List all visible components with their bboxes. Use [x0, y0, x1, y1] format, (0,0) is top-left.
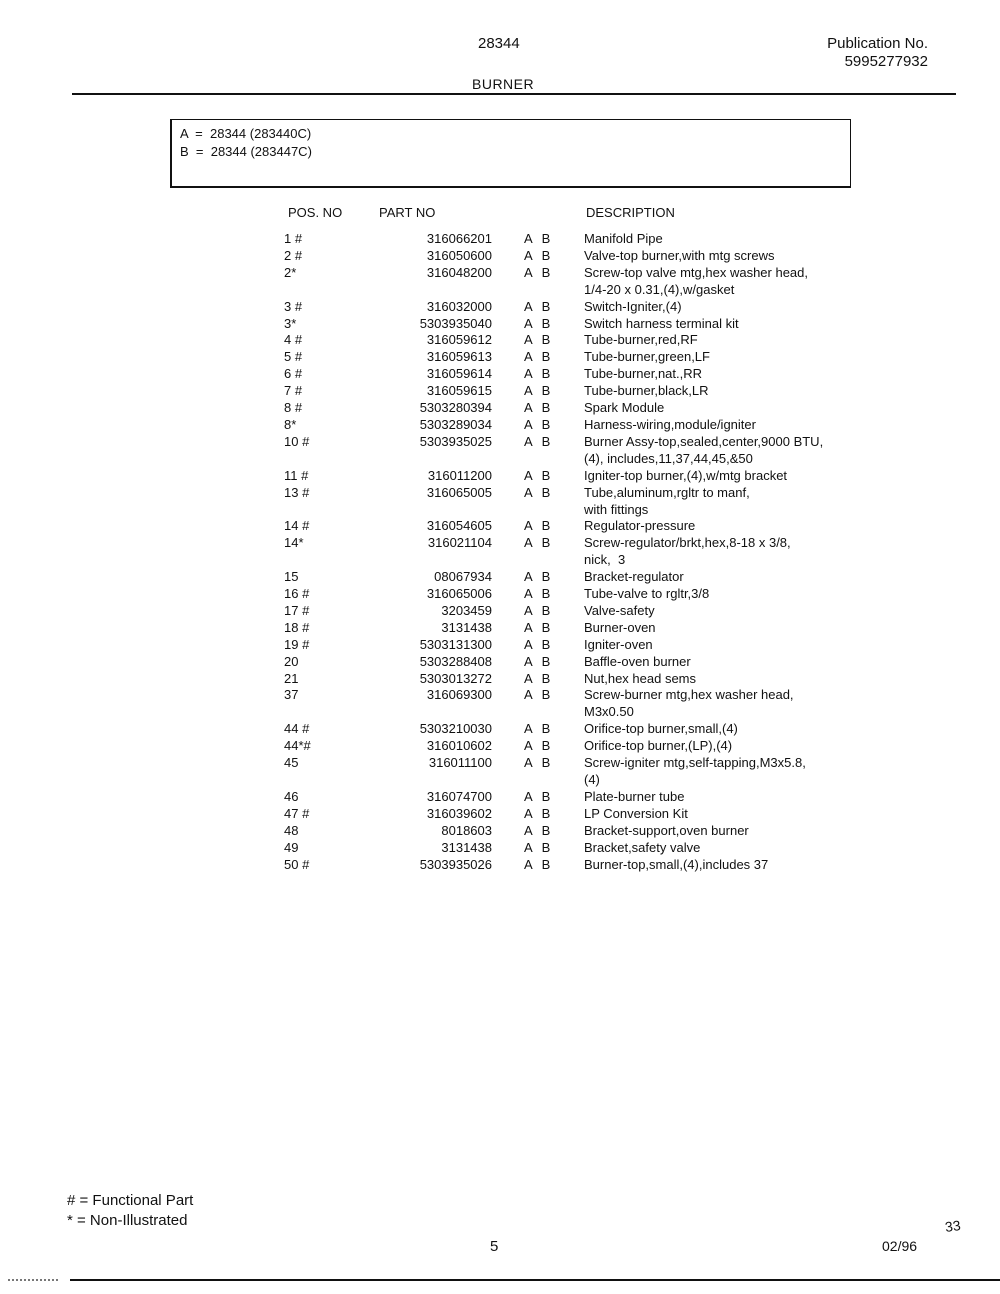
table-row	[0, 265, 1000, 299]
part-number-cell: 316011200	[427, 467, 492, 483]
table-row	[0, 332, 1000, 349]
handwritten-mark: 33	[943, 1216, 962, 1236]
pos-cell: 5 #	[284, 349, 303, 365]
part-number-cell: 5303288408	[419, 653, 492, 669]
column-header-description: DESCRIPTION	[586, 205, 675, 220]
model-codes-cell: A B	[524, 416, 551, 432]
pos-cell: 21	[284, 670, 299, 686]
section-title: BURNER	[472, 76, 535, 92]
table-row	[0, 687, 1000, 721]
description-cell: Screw-regulator/brkt,hex,8-18 x 3/8, nick, 3	[584, 535, 791, 568]
pos-cell: 48	[284, 822, 299, 838]
pos-cell: 8 #	[284, 400, 303, 416]
table-row	[0, 316, 1000, 333]
description-cell: Bracket,safety valve	[584, 839, 701, 855]
pos-cell: 14*	[284, 535, 304, 551]
pos-cell: 13 #	[284, 484, 310, 500]
part-number-cell: 08067934	[434, 569, 492, 585]
description-cell: Igniter-oven	[584, 636, 653, 652]
part-number-cell: 3131438	[441, 619, 492, 635]
part-number-cell: 3131438	[441, 839, 492, 855]
description-cell: Tube-burner,red,RF	[584, 332, 698, 348]
part-number-cell: 8018603	[441, 822, 492, 838]
part-number-cell: 316021104	[427, 535, 492, 551]
description-cell: Tube-valve to rgltr,3/8	[584, 586, 710, 602]
model-codes-cell: A B	[524, 856, 551, 872]
part-number-cell: 316069300	[426, 687, 492, 703]
part-number-cell: 5303935026	[419, 856, 492, 872]
part-number-cell: 316066201	[426, 231, 492, 246]
footer-dotted-mark	[8, 1279, 58, 1281]
table-row	[0, 366, 1000, 383]
model-codes-cell: A B	[524, 653, 551, 669]
pos-cell: 37	[284, 687, 299, 703]
part-number-cell: 3203459	[441, 602, 492, 618]
table-row	[0, 620, 1000, 637]
model-codes-cell: A B	[524, 721, 551, 737]
description-cell: Regulator-pressure	[584, 518, 696, 534]
part-number-cell: 316054605	[426, 518, 492, 534]
model-codes-cell: A B	[524, 805, 551, 821]
description-cell: Nut,hex head sems	[584, 670, 697, 686]
pos-cell: 2*	[284, 264, 297, 280]
model-codes-cell: A B	[524, 518, 551, 534]
publication-block	[800, 35, 928, 71]
part-number-cell: 316059614	[426, 366, 492, 382]
pos-cell: 47 #	[284, 805, 310, 821]
description-cell: Switch harness terminal kit	[584, 315, 739, 331]
description-cell: Bracket-regulator	[584, 569, 684, 585]
model-codes-cell: A B	[524, 738, 551, 754]
part-number-cell: 316074700	[426, 788, 492, 804]
pos-cell: 44 #	[284, 721, 310, 737]
table-row	[0, 434, 1000, 468]
description-cell: Valve-safety	[584, 602, 655, 618]
pos-cell: 11 #	[284, 467, 309, 483]
model-codes-cell: A B	[524, 433, 551, 449]
publication-label: Publication No.	[827, 35, 928, 52]
description-cell: Burner Assy-top,sealed,center,9000 BTU, (4), includes,11,37,44,45,&50	[584, 433, 824, 466]
part-number-cell: 5303013272	[419, 670, 492, 686]
description-cell: Orifice-top burner,small,(4)	[584, 721, 738, 737]
description-cell: Switch-Igniter,(4)	[584, 298, 682, 314]
model-codes-cell: A B	[524, 315, 551, 331]
description-cell: Tube-burner,nat.,RR	[584, 366, 703, 382]
pos-cell: 18 #	[284, 619, 310, 635]
model-codes-cell: A B	[524, 619, 551, 635]
table-row	[0, 349, 1000, 366]
description-cell: LP Conversion Kit	[584, 805, 688, 821]
pos-cell: 46	[284, 788, 299, 804]
pos-cell: 14 #	[284, 518, 310, 534]
part-number-cell: 316010602	[426, 738, 492, 754]
footer-divider	[70, 1279, 1000, 1281]
table-row	[0, 755, 1000, 789]
non-illustrated-note: * = Non-Illustrated	[67, 1212, 188, 1229]
model-codes-cell: A B	[524, 687, 551, 703]
model-codes-cell: A B	[524, 400, 551, 416]
part-number-cell: 5303210030	[419, 721, 492, 737]
description-cell: Valve-top burner,with mtg screws	[584, 247, 775, 263]
table-row	[0, 857, 1000, 874]
description-cell: Spark Module	[584, 400, 665, 416]
part-number-cell: 316048200	[426, 264, 492, 280]
part-number-cell: 5303935025	[419, 433, 492, 449]
pos-cell: 10 #	[284, 433, 310, 449]
column-header-pos: POS. NO	[288, 205, 343, 220]
description-cell: Burner-oven	[584, 619, 656, 635]
legend-line-a: A = 28344 (283440C)	[180, 126, 312, 141]
part-number-cell: 316011100	[428, 755, 492, 771]
table-row	[0, 789, 1000, 806]
description-cell: Harness-wiring,module/igniter	[584, 416, 756, 432]
model-codes-cell: A B	[524, 298, 551, 314]
functional-part-note: # = Functional Part	[67, 1192, 194, 1209]
table-row	[0, 654, 1000, 671]
model-codes-cell: A B	[524, 586, 551, 602]
pos-cell: 44*#	[284, 738, 311, 754]
model-legend-box	[170, 119, 851, 188]
part-number-cell: 316050600	[426, 247, 492, 263]
model-codes-cell: A B	[524, 535, 551, 551]
model-codes-cell: A B	[524, 839, 551, 855]
model-codes-cell: A B	[524, 484, 551, 500]
pos-cell: 49	[284, 839, 299, 855]
legend-line-b: B = 28344 (283447C)	[180, 144, 312, 159]
model-codes-cell: A B	[524, 383, 551, 399]
column-header-part: PART NO	[379, 205, 436, 220]
table-row	[0, 738, 1000, 755]
part-number-cell: 5303289034	[419, 416, 492, 432]
table-row	[0, 823, 1000, 840]
pos-cell: 8*	[284, 416, 297, 432]
table-row	[0, 569, 1000, 586]
table-row	[0, 400, 1000, 417]
model-codes-cell: A B	[524, 467, 551, 483]
part-number-cell: 316059613	[426, 349, 492, 365]
pos-cell: 6 #	[284, 366, 303, 382]
table-row	[0, 603, 1000, 620]
pos-cell: 3 #	[284, 298, 303, 314]
part-number-cell: 316032000	[426, 298, 492, 314]
table-row	[0, 806, 1000, 823]
pos-cell: 16 #	[284, 586, 310, 602]
description-cell: Plate-burner tube	[584, 788, 685, 804]
description-cell: Tube-burner,green,LF	[584, 349, 710, 365]
part-number-cell: 316039602	[426, 805, 492, 821]
description-cell: Screw-top valve mtg,hex washer head, 1/4-20 x 0.31,(4),w/gasket	[584, 264, 808, 297]
description-cell: Screw-burner mtg,hex washer head, M3x0.50	[584, 687, 794, 720]
model-codes-cell: A B	[524, 636, 551, 652]
table-row	[0, 535, 1000, 569]
model-codes-cell: A B	[524, 569, 551, 585]
description-cell: Bracket-support,oven burner	[584, 822, 749, 838]
table-row	[0, 485, 1000, 519]
pos-cell: 19 #	[284, 636, 310, 652]
model-codes-cell: A B	[524, 822, 551, 838]
pos-cell: 1 #	[284, 231, 303, 246]
model-codes-cell: A B	[524, 247, 551, 263]
pos-cell: 15	[284, 569, 299, 585]
pos-cell: 3*	[284, 315, 297, 331]
description-cell: Orifice-top burner,(LP),(4)	[584, 738, 733, 754]
revision-date: 02/96	[882, 1238, 918, 1254]
description-cell: Screw-igniter mtg,self-tapping,M3x5.8, (4)	[584, 755, 806, 787]
model-codes-cell: A B	[524, 755, 551, 771]
publication-number: 5995277932	[844, 53, 928, 70]
part-number-cell: 316065006	[426, 586, 492, 602]
part-number-cell: 316059612	[426, 332, 492, 348]
part-number-cell: 5303131300	[419, 636, 492, 652]
table-row	[0, 518, 1000, 535]
pos-cell: 20	[284, 653, 299, 669]
pos-cell: 4 #	[284, 332, 303, 348]
model-codes-cell: A B	[524, 366, 551, 382]
table-row	[0, 468, 1000, 485]
table-row	[0, 840, 1000, 857]
table-row	[0, 231, 1000, 248]
pos-cell: 45	[284, 755, 299, 771]
table-row	[0, 383, 1000, 400]
pos-cell: 2 #	[284, 247, 303, 263]
table-row	[0, 721, 1000, 738]
model-codes-cell: A B	[524, 264, 551, 280]
description-cell: Burner-top,small,(4),includes 37	[584, 856, 769, 872]
table-row	[0, 671, 1000, 688]
pos-cell: 17 #	[284, 602, 310, 618]
part-number-cell: 5303935040	[419, 315, 492, 331]
part-number-cell: 316065005	[426, 484, 492, 500]
description-cell: Manifold Pipe	[584, 231, 663, 246]
description-cell: Tube-burner,black,LR	[584, 383, 709, 399]
description-cell: Tube,aluminum,rgltr to manf, with fittings	[584, 484, 750, 517]
pos-cell: 50 #	[284, 856, 310, 872]
part-number-cell: 316059615	[426, 383, 492, 399]
model-codes-cell: A B	[524, 332, 551, 348]
table-row	[0, 299, 1000, 316]
page-number: 5	[490, 1238, 499, 1255]
pos-cell: 7 #	[284, 383, 303, 399]
table-row	[0, 248, 1000, 265]
model-codes-cell: A B	[524, 231, 551, 246]
model-codes-cell: A B	[524, 602, 551, 618]
model-codes-cell: A B	[524, 349, 551, 365]
part-number-cell: 5303280394	[419, 400, 492, 416]
header-divider	[72, 93, 956, 95]
table-row	[0, 586, 1000, 603]
description-cell: Baffle-oven burner	[584, 653, 691, 669]
model-number: 28344	[478, 35, 520, 52]
model-codes-cell: A B	[524, 788, 551, 804]
model-codes-cell: A B	[524, 670, 551, 686]
description-cell: Igniter-top burner,(4),w/mtg bracket	[584, 467, 788, 483]
parts-list	[0, 231, 1000, 873]
table-row	[0, 417, 1000, 434]
table-row	[0, 637, 1000, 654]
